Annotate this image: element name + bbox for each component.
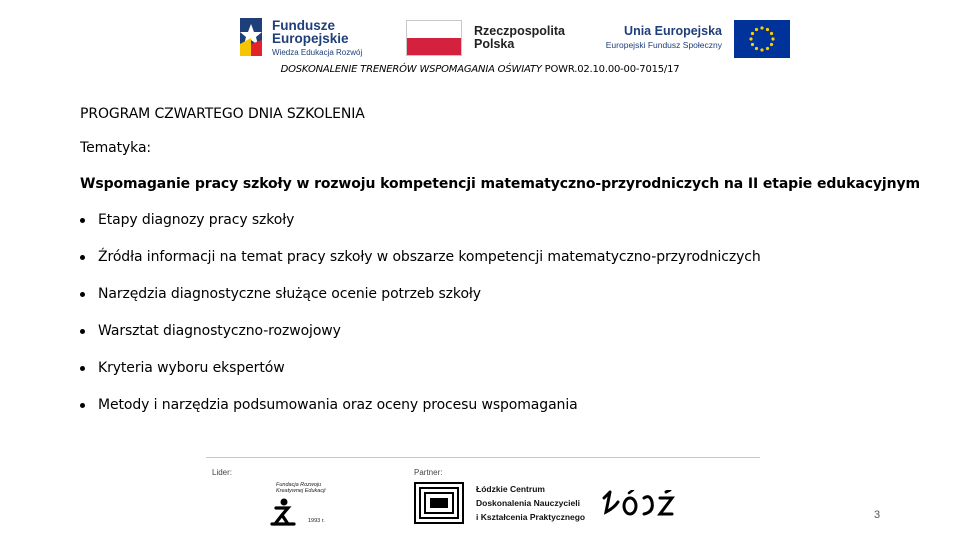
- ldc-logo: [414, 480, 586, 528]
- rzeczpospolita-polska-logo: [406, 20, 576, 58]
- ldc-square-icon: [414, 482, 464, 524]
- eu-star-icon: [751, 32, 754, 35]
- project-caption: [0, 64, 960, 75]
- eu-star-icon: [771, 37, 774, 40]
- eu-star-icon: [766, 47, 769, 50]
- ldc-logo-line2: Doskonalenia Nauczycieli: [476, 498, 580, 508]
- ldc-logo-line1: Łódzkie Centrum: [476, 484, 545, 494]
- fundusze-europejskie-logo: [236, 14, 376, 60]
- eu-star-icon: [751, 43, 754, 46]
- fundusze-europejskie-star-icon: [236, 14, 266, 60]
- unia-europejska-logo: [600, 20, 790, 58]
- project-caption-code: POWR.02.10.00-00-7015/17: [541, 64, 680, 75]
- eu-star-icon: [770, 43, 773, 46]
- logo-ue-line2: Europejski Fundusz Społeczny: [605, 40, 722, 50]
- eu-star-icon: [749, 37, 752, 40]
- program-title: PROGRAM CZWARTEGO DNIA SZKOLENIA: [80, 106, 365, 122]
- topic-label: Tematyka:: [80, 140, 152, 156]
- list-item-label: Źródła informacji na temat pracy szkoły w obszarze kompetencji matematyczno-przyrodniczych: [98, 249, 761, 265]
- logo-fe-subtitle: Wiedza Edukacja Rozwój: [272, 48, 363, 57]
- fundacja-logo-text: Fundacja Rozwoju Kreatywnej Edukacji: [276, 482, 326, 494]
- bullet-icon: [80, 366, 85, 371]
- eu-star-icon: [760, 26, 763, 29]
- lider-label: Lider:: [212, 468, 233, 477]
- list-item-label: Kryteria wyboru ekspertów: [98, 360, 285, 376]
- project-caption-title: DOSKONALENIE TRENERÓW WSPOMAGANIA OŚWIATY: [280, 64, 542, 75]
- footer-divider: [206, 457, 760, 458]
- running-figure-icon: [268, 498, 298, 526]
- page-number: 3: [874, 509, 881, 521]
- eu-star-icon: [760, 48, 763, 51]
- bullet-icon: [80, 403, 85, 408]
- logo-rp-line2: Polska: [474, 37, 515, 51]
- eu-star-icon: [770, 32, 773, 35]
- logo-fe-line2: Europejskie: [272, 31, 349, 46]
- lodz-logo-icon: [600, 490, 676, 520]
- bullet-icon: [80, 218, 85, 223]
- logo-fe-line1: Fundusze: [272, 18, 335, 33]
- bullet-icon: [80, 255, 85, 260]
- eu-flag-icon: [734, 20, 790, 58]
- ldc-logo-line3: i Kształcenia Praktycznego: [476, 512, 586, 522]
- partner-label: Partner:: [414, 468, 443, 477]
- eu-star-icon: [755, 47, 758, 50]
- bullet-icon: [80, 329, 85, 334]
- fundacja-logo: [262, 478, 334, 528]
- logo-rp-line1: Rzeczpospolita: [474, 24, 565, 38]
- list-item-label: Warsztat diagnostyczno-rozwojowy: [98, 323, 341, 339]
- list-item-label: Metody i narzędzia podsumowania oraz oceny procesu wspomagania: [98, 397, 578, 413]
- eu-star-icon: [755, 28, 758, 31]
- logo-ue-line1: Unia Europejska: [624, 24, 722, 38]
- list-item-label: Etapy diagnozy pracy szkoły: [98, 212, 295, 228]
- topic-title: Wspomaganie pracy szkoły w rozwoju kompetencji matematyczno-przyrodniczych na II etapie edukacyjnym: [80, 176, 920, 192]
- bullet-icon: [80, 292, 85, 297]
- eu-star-icon: [766, 28, 769, 31]
- list-item-label: Narzędzia diagnostyczne służące ocenie potrzeb szkoły: [98, 286, 481, 302]
- fundacja-logo-year: 1993 r.: [308, 518, 325, 524]
- polish-flag-icon: [406, 20, 462, 56]
